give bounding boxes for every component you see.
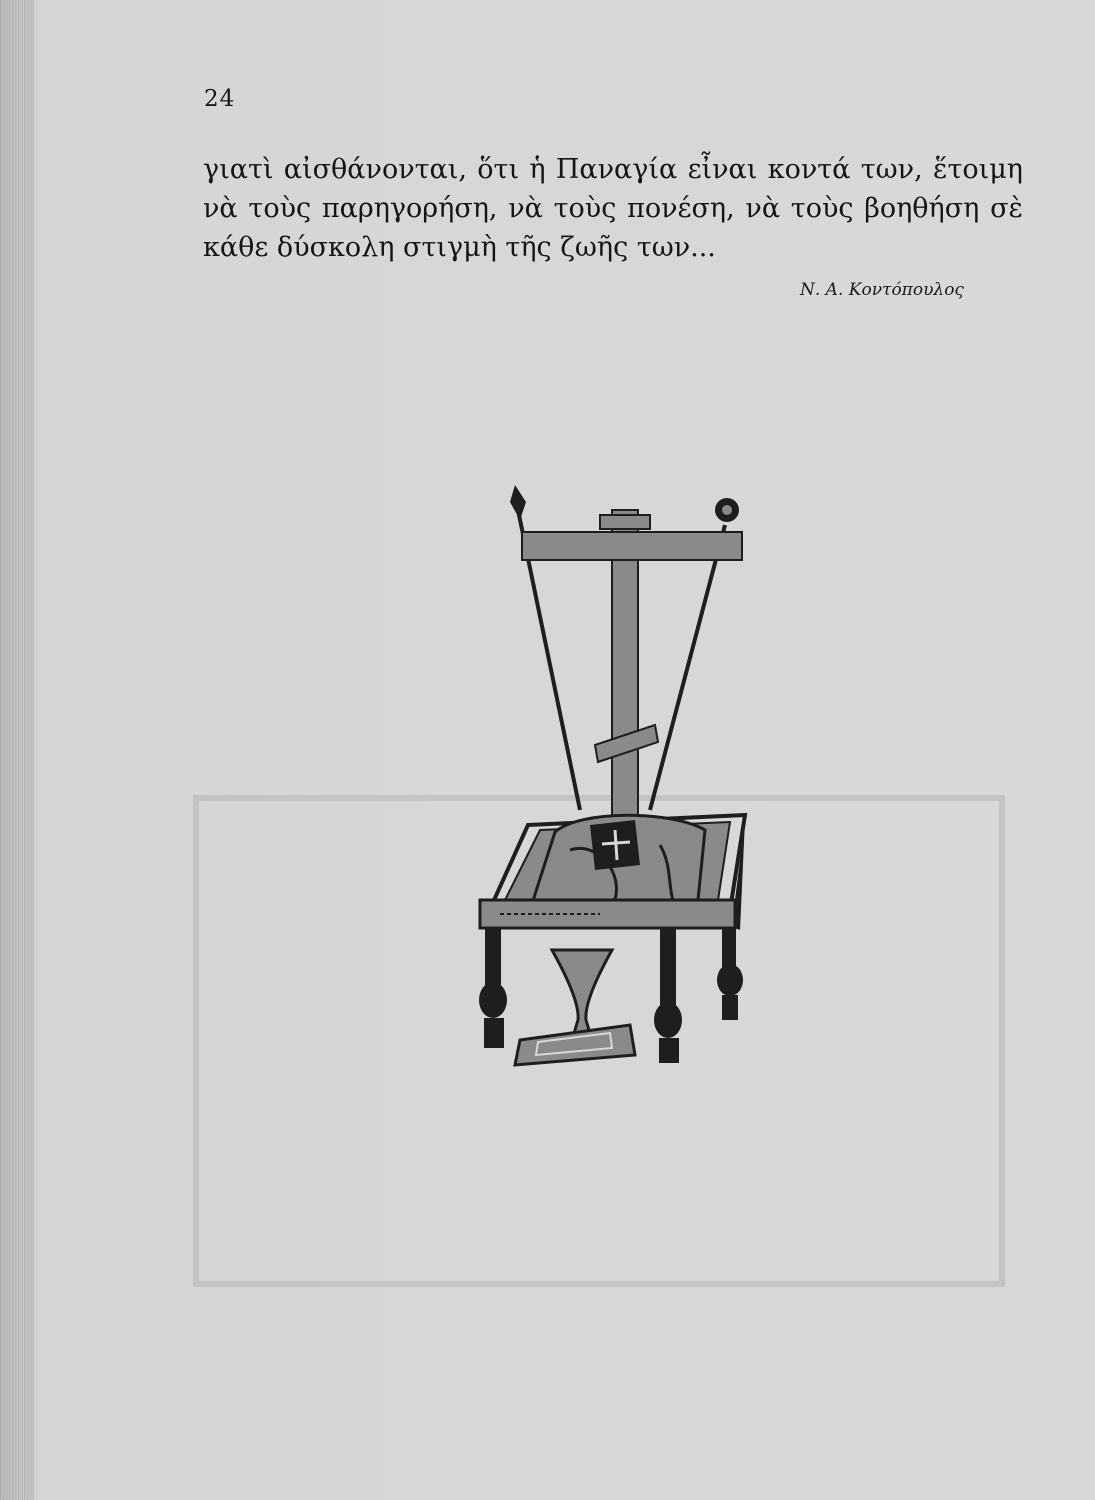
text-line: κάθε δύσκολη στιγμὴ τῆς ζωῆς των... (203, 232, 716, 263)
page-number: 24 (204, 86, 236, 112)
text-line: γιατὶ αἰσθάνονται, ὅτι ἡ Παναγία εἶναι κοντά των, ἕτοιμη (203, 154, 1023, 185)
page-edge-binding (0, 0, 34, 1500)
text-line: νὰ τοὺς παρηγορήση, νὰ τοὺς πονέση, νὰ τοὺς βοηθήση σὲ (203, 193, 1023, 224)
body-paragraph (203, 150, 1023, 267)
author-signature: Ν. Α. Κοντόπουλος (800, 280, 964, 300)
cross-altar-woodcut-icon (460, 480, 760, 1070)
